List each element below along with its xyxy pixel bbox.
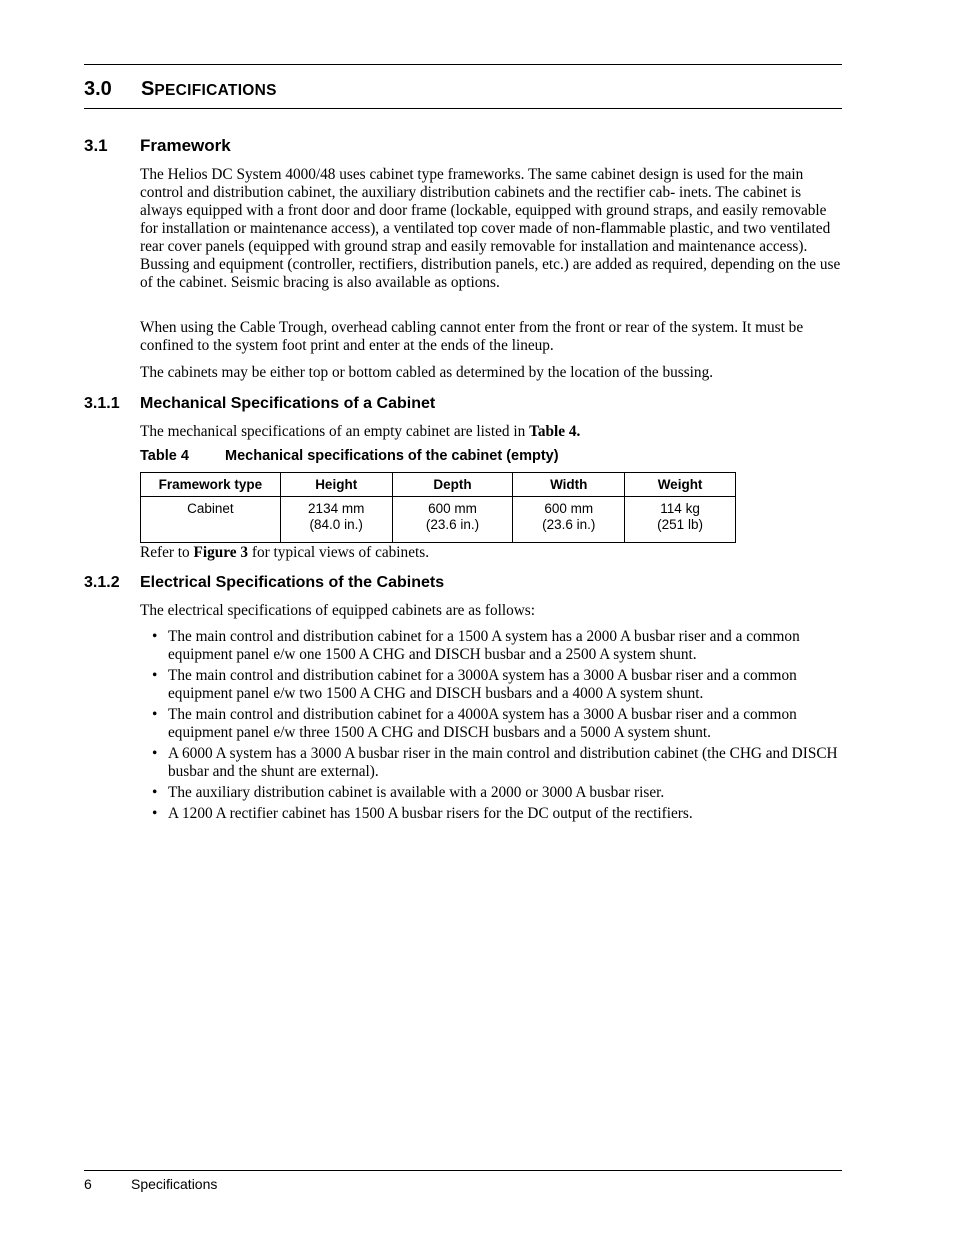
bullet-glyph: • bbox=[152, 706, 158, 723]
cell-line: (23.6 in.) bbox=[425, 517, 480, 532]
list-item-text: A 6000 A system has a 3000 A busbar riser in the main control and distribution cabinet (the CHG and DISCH busbar and the shunt are external). bbox=[168, 745, 838, 780]
table-cell bbox=[625, 497, 736, 543]
table-cell bbox=[141, 497, 281, 543]
table-header-cell: Framework type bbox=[141, 473, 281, 497]
cell-line: 2134 mm bbox=[308, 501, 365, 516]
table-row bbox=[141, 497, 736, 543]
cell-line: 114 kg bbox=[660, 501, 700, 516]
section-title-rest: PECIFICATIONS bbox=[154, 82, 277, 99]
electrical-intro: The electrical specifications of equipped cabinets are as follows: bbox=[140, 602, 536, 619]
table-cell bbox=[392, 497, 513, 543]
footer-rule bbox=[84, 1170, 842, 1171]
figure-reference: Figure 3 bbox=[193, 544, 249, 561]
cell-line: Cabinet bbox=[187, 501, 234, 516]
list-item bbox=[140, 706, 842, 742]
table-header-row bbox=[141, 473, 736, 497]
section-heading bbox=[84, 78, 277, 101]
electrical-heading bbox=[84, 574, 444, 592]
list-item-text: A 1200 A rectifier cabinet has 1500 A busbar risers for the DC output of the rectifiers. bbox=[168, 805, 693, 822]
cell-line: 600 mm bbox=[544, 501, 594, 516]
section-title-initial: S bbox=[141, 78, 155, 100]
table-label: Table 4 bbox=[140, 448, 189, 464]
top-rule bbox=[84, 64, 842, 65]
list-item bbox=[140, 805, 842, 823]
framework-title: Framework bbox=[140, 136, 231, 155]
list-item-text: The main control and distribution cabinet for a 1500 A system has a 2000 A busbar riser and a common equipment panel e/w one 1500 A CHG and DISCH busbar and a 2500 A system shunt. bbox=[168, 628, 800, 663]
list-item bbox=[140, 784, 842, 802]
mechanical-intro bbox=[140, 423, 842, 441]
table-header-cell: Width bbox=[513, 473, 625, 497]
table-header-cell: Weight bbox=[625, 473, 736, 497]
mechanical-title: Mechanical Specifications of a Cabinet bbox=[140, 395, 436, 412]
mechanical-intro-text: The mechanical specifications of an empty cabinet are listed in bbox=[140, 423, 530, 440]
electrical-number: 3.1.2 bbox=[84, 574, 120, 591]
refer-text: for typical views of cabinets. bbox=[248, 544, 430, 561]
table-cell bbox=[513, 497, 625, 543]
section-number: 3.0 bbox=[84, 78, 112, 100]
section-underline bbox=[84, 108, 842, 109]
framework-number: 3.1 bbox=[84, 136, 108, 155]
framework-heading bbox=[84, 136, 231, 156]
table-caption bbox=[140, 448, 559, 464]
list-item bbox=[140, 745, 842, 781]
bullet-glyph: • bbox=[152, 628, 158, 645]
electrical-bullet-list bbox=[140, 628, 842, 826]
list-item-text: The main control and distribution cabinet for a 4000A system has a 3000 A busbar riser and a common equipment panel e/w three 1500 A CHG and DISCH busbars and a 5000 A system shunt. bbox=[168, 706, 797, 741]
cell-line: 600 mm bbox=[428, 501, 477, 516]
table-header-cell: Depth bbox=[392, 473, 513, 497]
mechanical-heading bbox=[84, 395, 435, 413]
framework-paragraph-1: The Helios DC System 4000/48 uses cabinet type frameworks. The same cabinet design is used for the main control and distribution cabinet, the auxiliary distribution cabinets and the rectifier cab- inets. The cabinet is always equipped with a front door and door frame (lockable, equipped with ground straps, and easily removable for installation or maintenance access), a ventilated top cover made of non-flammable plastic, and two ventilated rear cover panels (equipped with ground strap and easily removable for installation and maintenance access). Bussing and equipment (controller, rectifiers, distribution panels, etc.) are added as required, depending on the use of the cabinet. Seismic bracing is also available as options. bbox=[140, 166, 841, 291]
table-title: Mechanical specifications of the cabinet (empty) bbox=[225, 448, 559, 464]
list-item bbox=[140, 628, 842, 664]
footer-section-name: Specifications bbox=[131, 1176, 218, 1192]
table-header-cell: Height bbox=[280, 473, 392, 497]
list-item-text: The main control and distribution cabinet for a 3000A system has a 3000 A busbar riser and a common equipment panel e/w two 1500 A CHG and DISCH busbars and a 4000 A system shunt. bbox=[168, 667, 797, 702]
table-reference: Table 4. bbox=[529, 423, 581, 440]
list-item bbox=[140, 667, 842, 703]
cell-line: (251 lb) bbox=[657, 517, 703, 532]
electrical-title: Electrical Specifications of the Cabinets bbox=[140, 574, 445, 591]
framework-paragraph-3: The cabinets may be either top or bottom cabled as determined by the location of the bussing. bbox=[140, 364, 714, 381]
mechanical-spec-table bbox=[140, 472, 736, 543]
bullet-glyph: • bbox=[152, 805, 158, 822]
list-item-text: The auxiliary distribution cabinet is available with a 2000 or 3000 A busbar riser. bbox=[168, 784, 665, 801]
cell-line: (23.6 in.) bbox=[542, 517, 596, 532]
framework-paragraph-2: When using the Cable Trough, overhead cabling cannot enter from the front or rear of the system. It must be confined to the system foot print and enter at the ends of the lineup. bbox=[140, 319, 804, 354]
bullet-glyph: • bbox=[152, 745, 158, 762]
mechanical-number: 3.1.1 bbox=[84, 395, 120, 412]
refer-text: Refer to bbox=[140, 544, 194, 561]
figure-reference-paragraph bbox=[140, 544, 842, 562]
cell-line: (84.0 in.) bbox=[309, 517, 363, 532]
page-number: 6 bbox=[84, 1176, 92, 1192]
table-cell bbox=[280, 497, 392, 543]
bullet-glyph: • bbox=[152, 667, 158, 684]
bullet-glyph: • bbox=[152, 784, 158, 801]
